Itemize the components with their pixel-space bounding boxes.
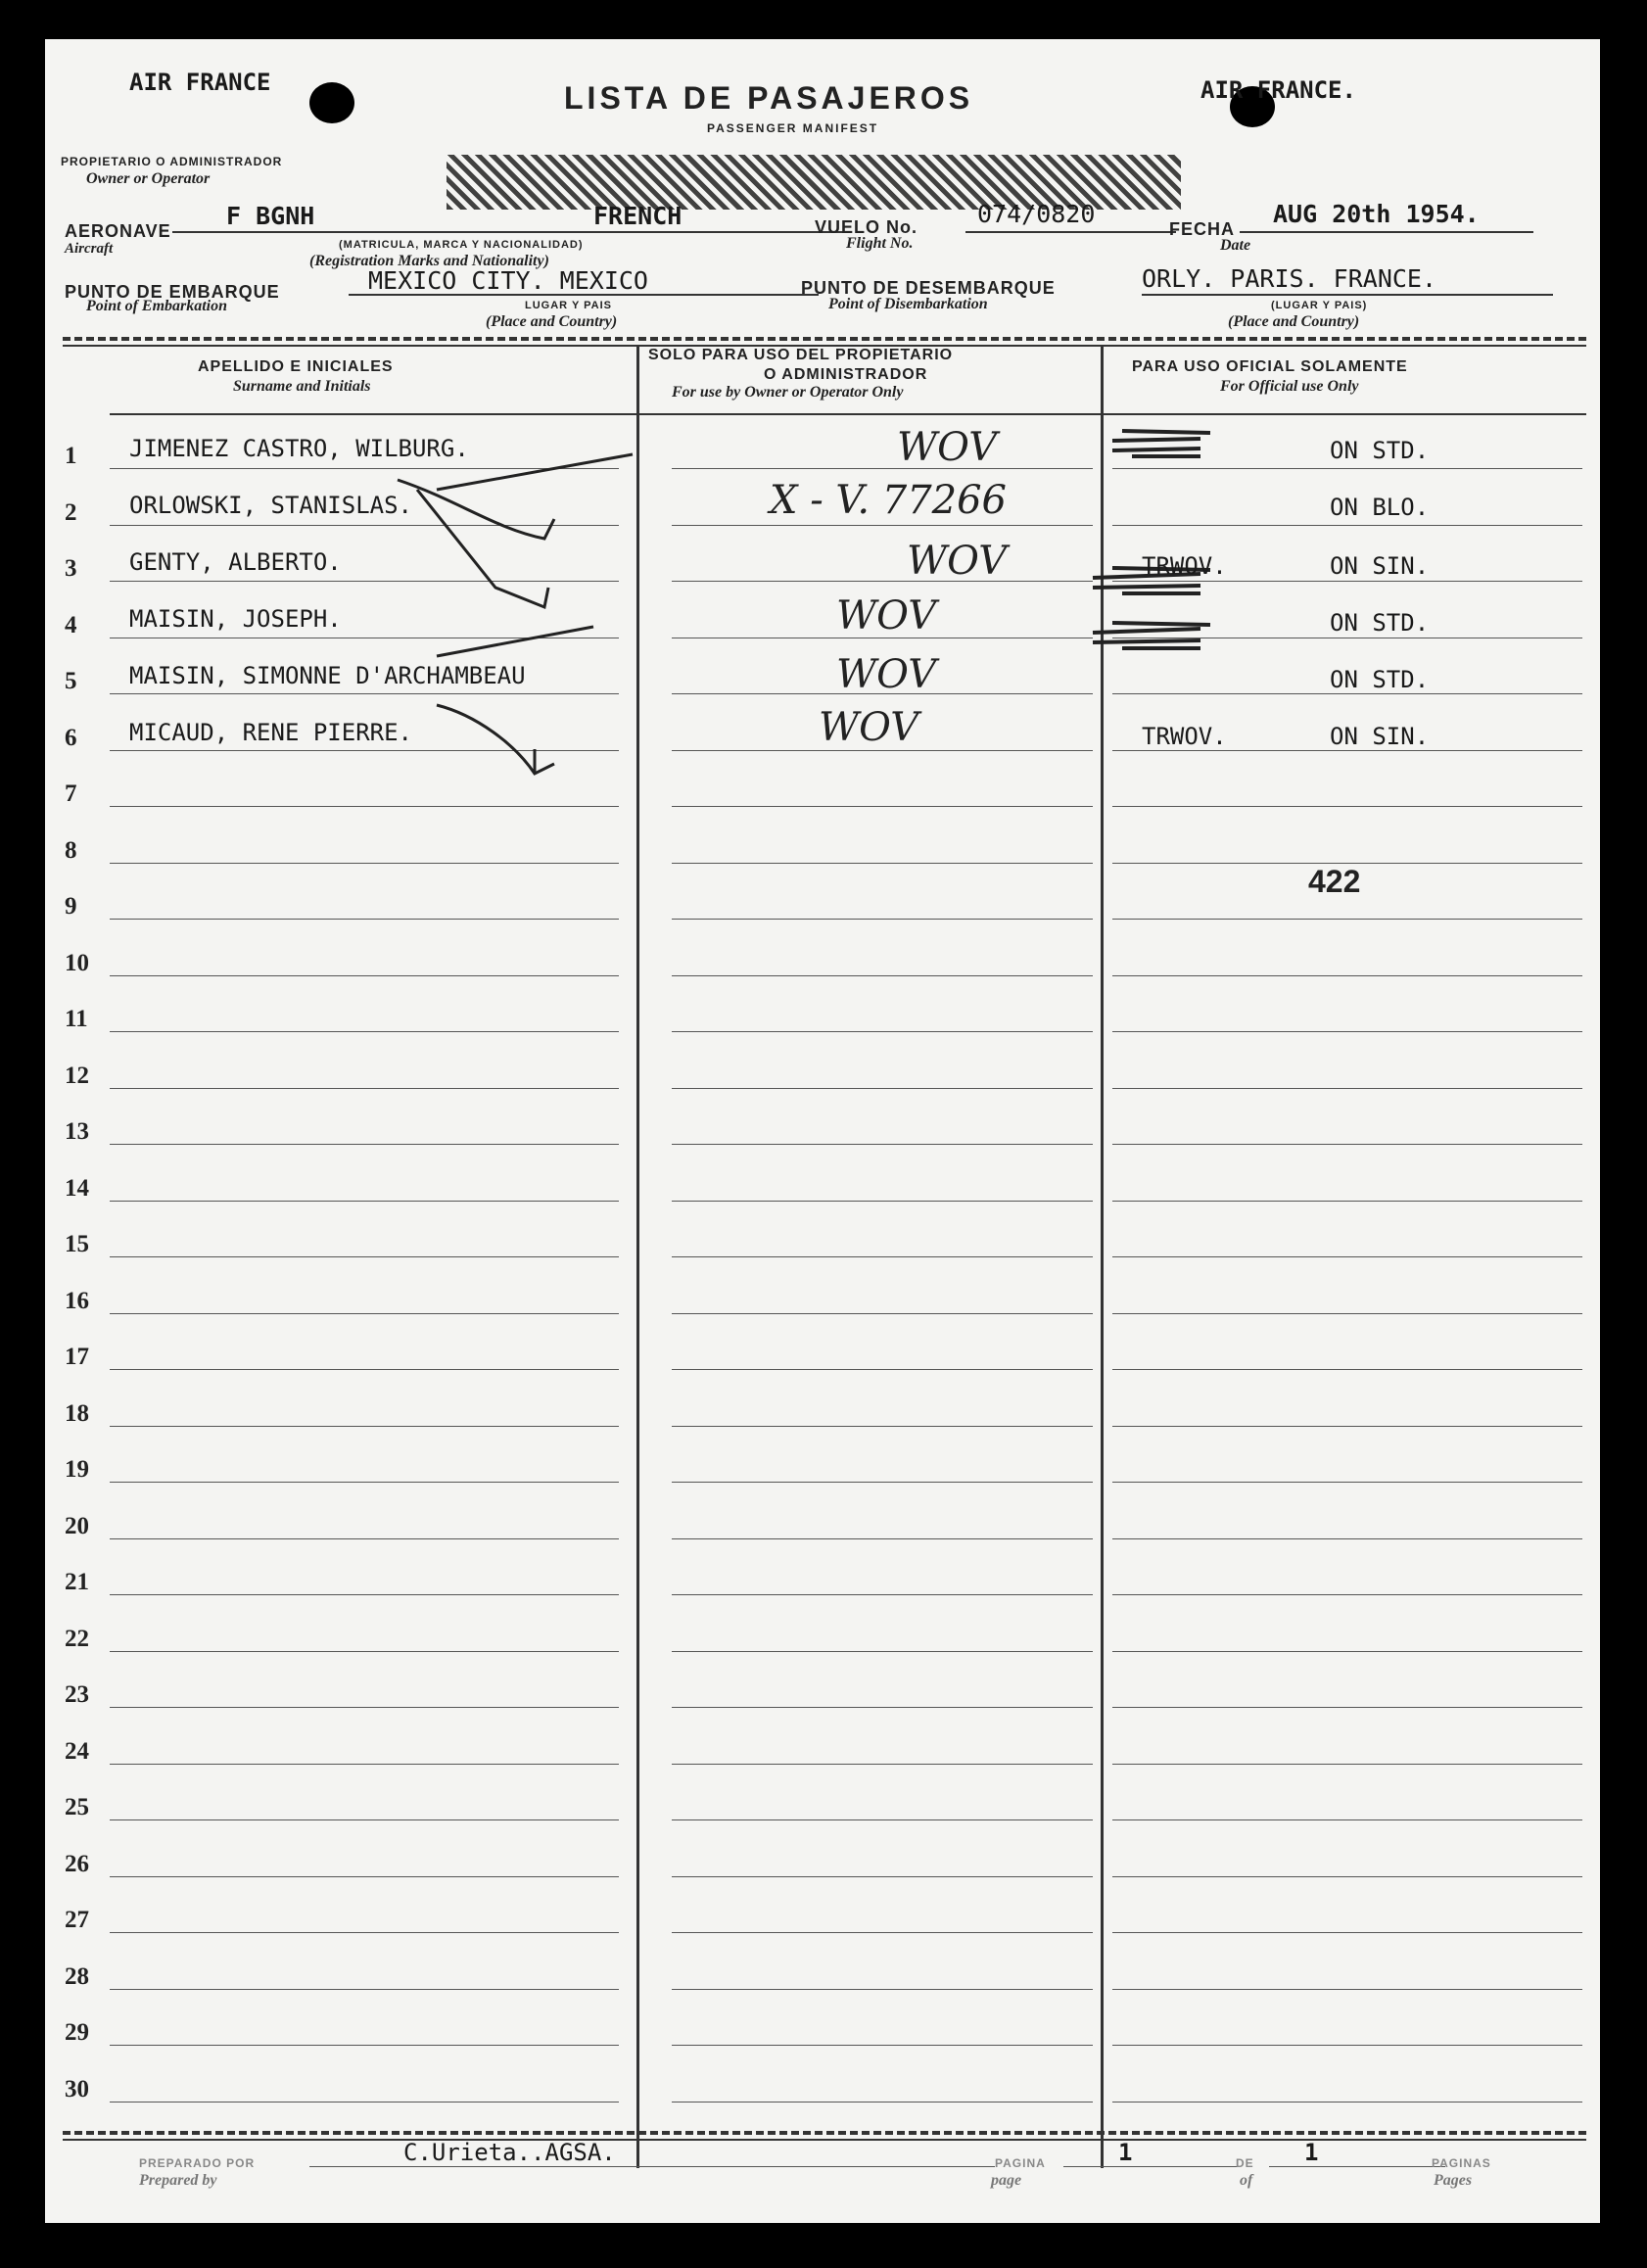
date-value: AUG 20th 1954. — [1273, 200, 1480, 228]
row-rule — [1112, 1313, 1582, 1314]
official-1-6: TRWOV. — [1142, 723, 1227, 750]
col-official-header-en: For Official use Only — [1220, 378, 1359, 395]
row-rule — [1112, 1256, 1582, 1257]
flight-value: 074/0820 — [977, 200, 1096, 228]
passenger-name-2: ORLOWSKI, STANISLAS. — [129, 492, 412, 519]
disembark-sub-en: (Place and Country) — [1228, 313, 1360, 330]
col-official-header: PARA USO OFICIAL SOLAMENTE — [1132, 358, 1408, 375]
date-line — [1240, 231, 1533, 233]
embark-line — [349, 294, 819, 296]
row-rule — [672, 1144, 1093, 1145]
row-rule — [672, 806, 1093, 807]
header-divider — [63, 337, 1586, 341]
row-number: 30 — [65, 2075, 89, 2103]
stamp-number: 422 — [1308, 864, 1361, 899]
disembark-label: PUNTO DE DESEMBARQUE — [801, 278, 1056, 298]
pages-label-en: Pages — [1434, 2172, 1473, 2189]
aircraft-label-en: Aircraft — [65, 241, 114, 257]
flight-label: VUELO No. — [815, 217, 918, 237]
row-rule — [672, 1594, 1093, 1595]
airline-right: AIR FRANCE. — [1200, 76, 1356, 104]
prepared-value: C.Urieta..AGSA. — [403, 2139, 616, 2166]
row-rule — [110, 1819, 619, 1820]
row-rule — [672, 975, 1093, 976]
row-rule — [672, 1876, 1093, 1877]
page-line — [1063, 2166, 1240, 2167]
page-title: LISTA DE PASAJEROS — [564, 80, 974, 116]
aircraft-line — [172, 231, 848, 233]
official-1-3: TRWOV. — [1142, 552, 1227, 580]
row-rule — [672, 2045, 1093, 2046]
row-number: 24 — [65, 1737, 89, 1765]
owner-mark-5: WOV — [836, 652, 937, 697]
row-rule — [110, 1426, 619, 1427]
row-rule — [110, 1256, 619, 1257]
embark-sub-en: (Place and Country) — [486, 313, 618, 330]
row-number: 26 — [65, 1850, 89, 1877]
handwritten-arrows — [339, 411, 828, 803]
row-number: 17 — [65, 1344, 89, 1370]
official-2-3: ON SIN. — [1330, 552, 1430, 580]
row-number: 19 — [65, 1456, 89, 1483]
passenger-name-5: MAISIN, SIMONNE D'ARCHAMBEAU — [129, 662, 526, 689]
row-rule — [1112, 1144, 1582, 1145]
passenger-name-4: MAISIN, JOSEPH. — [129, 605, 342, 633]
row-rule — [110, 1764, 619, 1765]
footer-divider-2 — [63, 2139, 1586, 2141]
disembark-sub: (LUGAR Y PAIS) — [1271, 300, 1368, 311]
disembark-label-en: Point of Disembarkation — [828, 296, 988, 312]
embark-sub: LUGAR Y PAIS — [525, 300, 613, 311]
row-rule — [1112, 1989, 1582, 1990]
row-rule — [110, 1876, 619, 1877]
row-rule — [672, 863, 1093, 864]
passenger-name-1: JIMENEZ CASTRO, WILBURG. — [129, 435, 469, 462]
of-line — [1269, 2166, 1445, 2167]
official-2-5: ON STD. — [1330, 666, 1430, 693]
row-rule — [110, 1989, 619, 1990]
manifest-sheet — [45, 39, 1600, 2223]
of-value: 1 — [1304, 2139, 1319, 2166]
row-number: 12 — [65, 1062, 89, 1089]
row-rule — [110, 975, 619, 976]
row-rule — [672, 1088, 1093, 1089]
row-rule — [110, 1482, 619, 1483]
row-number: 9 — [65, 893, 77, 920]
row-rule — [1112, 975, 1582, 976]
row-rule — [110, 2102, 619, 2103]
date-label: FECHA — [1169, 219, 1235, 239]
row-number: 28 — [65, 1962, 89, 1990]
of-label-en: of — [1240, 2172, 1253, 2189]
row-number: 29 — [65, 2019, 89, 2046]
pages-label: PAGINAS — [1432, 2156, 1491, 2170]
row-rule — [672, 1313, 1093, 1314]
col-owner-header-2: O ADMINISTRADOR — [764, 366, 928, 383]
row-number: 4 — [65, 611, 77, 638]
row-rule — [672, 1201, 1093, 1202]
row-number: 14 — [65, 1174, 89, 1202]
row-rule — [110, 1144, 619, 1145]
row-number: 6 — [65, 724, 77, 751]
row-rule — [672, 1932, 1093, 1933]
disembark-value: ORLY. PARIS. FRANCE. — [1142, 264, 1437, 293]
row-rule — [672, 1538, 1093, 1539]
row-number: 5 — [65, 668, 77, 694]
row-number: 22 — [65, 1625, 89, 1652]
row-rule — [1112, 1369, 1582, 1370]
row-rule — [672, 2102, 1093, 2103]
row-rule — [110, 919, 619, 920]
row-rule — [1112, 806, 1582, 807]
punch-hole-left — [309, 82, 354, 123]
col-surname-header: APELLIDO E INICIALES — [198, 358, 394, 375]
row-rule — [1112, 1538, 1582, 1539]
flight-line — [965, 231, 1176, 233]
official-2-2: ON BLO. — [1330, 494, 1430, 521]
col-owner-header: SOLO PARA USO DEL PROPIETARIO — [648, 347, 954, 363]
row-rule — [1112, 1426, 1582, 1427]
disembark-line — [1142, 294, 1553, 296]
registration-label: (MATRICULA, MARCA Y NACIONALIDAD) — [339, 239, 584, 251]
embark-value: MEXICO CITY. MEXICO — [368, 266, 648, 295]
prepared-label: PREPARADO POR — [139, 2156, 256, 2170]
row-number: 21 — [65, 1569, 89, 1595]
of-label: DE — [1236, 2156, 1254, 2170]
airline-left: AIR FRANCE — [129, 69, 271, 96]
owner-mark-6: WOV — [819, 705, 919, 750]
owner-mark-3: WOV — [907, 539, 1008, 584]
row-rule — [1112, 1201, 1582, 1202]
row-rule — [1112, 1088, 1582, 1089]
row-rule — [110, 2045, 619, 2046]
row-number: 23 — [65, 1681, 89, 1708]
official-2-1: ON STD. — [1330, 437, 1430, 464]
page-label-en: page — [991, 2172, 1022, 2189]
row-number: 3 — [65, 555, 77, 582]
row-rule — [110, 1369, 619, 1370]
row-rule — [1112, 1707, 1582, 1708]
row-rule — [110, 806, 619, 807]
row-rule — [1112, 1651, 1582, 1652]
nationality-value: FRENCH — [593, 202, 682, 230]
row-rule — [1112, 2045, 1582, 2046]
aircraft-value: F BGNH — [226, 202, 315, 230]
row-rule — [110, 1707, 619, 1708]
row-rule — [1112, 2102, 1582, 2103]
row-number: 10 — [65, 949, 89, 976]
row-number: 27 — [65, 1907, 89, 1933]
date-label-en: Date — [1220, 237, 1251, 254]
col-surname-header-en: Surname and Initials — [233, 378, 371, 395]
owner-label-en: Owner or Operator — [86, 170, 211, 187]
prepared-label-en: Prepared by — [139, 2172, 217, 2189]
prepared-line — [309, 2166, 995, 2167]
row-number: 20 — [65, 1512, 89, 1539]
row-number: 18 — [65, 1399, 89, 1427]
row-rule — [672, 1707, 1093, 1708]
row-rule — [110, 1031, 619, 1032]
official-2-4: ON STD. — [1330, 609, 1430, 637]
passenger-name-3: GENTY, ALBERTO. — [129, 548, 342, 576]
row-rule — [110, 1201, 619, 1202]
row-rule — [1112, 1594, 1582, 1595]
row-rule — [110, 1594, 619, 1595]
row-rule — [1112, 1819, 1582, 1820]
row-rule — [672, 1031, 1093, 1032]
owner-label: PROPIETARIO O ADMINISTRADOR — [61, 155, 283, 168]
row-rule — [110, 1088, 619, 1089]
row-rule — [110, 1651, 619, 1652]
row-rule — [672, 1651, 1093, 1652]
col-owner-header-en: For use by Owner or Operator Only — [672, 384, 904, 401]
aircraft-label: AERONAVE — [65, 221, 171, 241]
row-rule — [110, 863, 619, 864]
row-number: 16 — [65, 1287, 89, 1314]
row-rule — [1112, 919, 1582, 920]
embark-label: PUNTO DE EMBARQUE — [65, 282, 280, 302]
row-number: 8 — [65, 836, 77, 864]
row-rule — [1112, 1932, 1582, 1933]
registration-label-en: (Registration Marks and Nationality) — [309, 253, 549, 269]
owner-mark-2: X - V. 77266 — [770, 478, 1007, 523]
row-rule — [672, 1989, 1093, 1990]
row-rule — [110, 1313, 619, 1314]
footer-divider — [63, 2131, 1586, 2135]
row-number: 13 — [65, 1118, 89, 1145]
row-rule — [110, 1538, 619, 1539]
row-rule — [672, 1426, 1093, 1427]
column-header-divider — [110, 413, 1586, 415]
row-rule — [1112, 1764, 1582, 1765]
row-number: 11 — [65, 1006, 88, 1032]
page-subtitle: PASSENGER MANIFEST — [707, 121, 879, 135]
row-number: 7 — [65, 780, 77, 807]
row-rule — [672, 1256, 1093, 1257]
row-number: 25 — [65, 1794, 89, 1820]
owner-mark-4: WOV — [836, 593, 937, 638]
row-rule — [672, 1482, 1093, 1483]
row-number: 15 — [65, 1231, 89, 1257]
row-rule — [672, 919, 1093, 920]
owner-mark-1: WOV — [897, 425, 998, 470]
row-rule — [110, 1932, 619, 1933]
passenger-name-6: MICAUD, RENE PIERRE. — [129, 719, 412, 746]
row-number: 2 — [65, 498, 77, 526]
row-rule — [1112, 1876, 1582, 1877]
row-rule — [1112, 1482, 1582, 1483]
row-rule — [1112, 1031, 1582, 1032]
embark-label-en: Point of Embarkation — [86, 298, 228, 314]
page-label: PAGINA — [995, 2156, 1046, 2170]
row-rule — [672, 1764, 1093, 1765]
row-rule — [672, 1369, 1093, 1370]
official-2-6: ON SIN. — [1330, 723, 1430, 750]
page-value: 1 — [1118, 2139, 1133, 2166]
row-rule — [672, 1819, 1093, 1820]
flight-label-en: Flight No. — [846, 235, 914, 252]
row-number: 1 — [65, 443, 77, 469]
